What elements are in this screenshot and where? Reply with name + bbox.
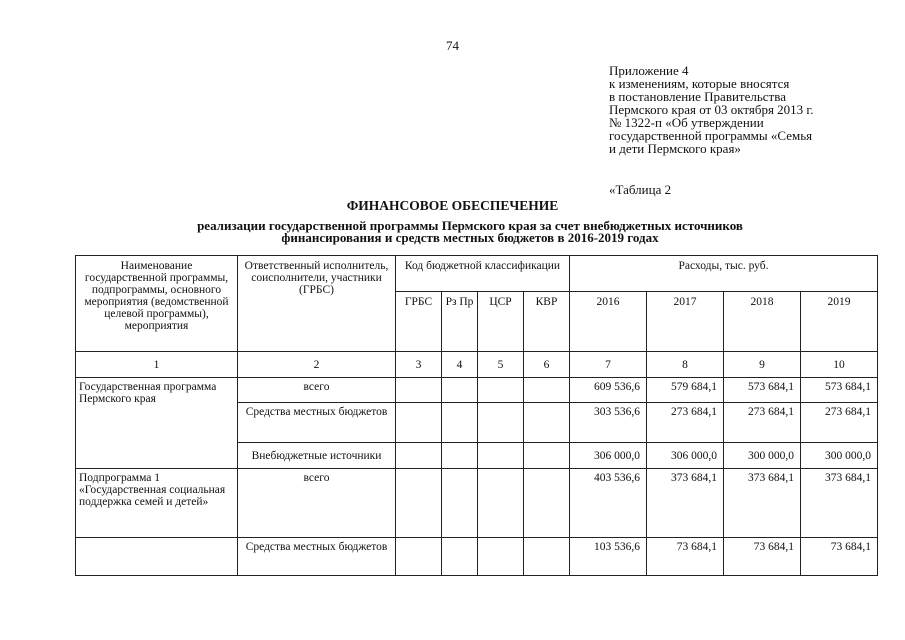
- column-number: 6: [524, 352, 570, 378]
- header-year: 2019: [801, 292, 878, 352]
- value-cell: 306 000,0: [647, 443, 724, 469]
- header-rzpr: Рз Пр: [442, 292, 478, 352]
- subprogram-name: Подпрограмма 1 «Государственная социальная поддержка семей и детей»: [76, 469, 238, 538]
- table-row: [76, 469, 878, 538]
- value-cell: 273 684,1: [724, 403, 801, 443]
- page-number: 74: [446, 38, 459, 53]
- value-cell: 373 684,1: [724, 469, 801, 538]
- value-cell: 73 684,1: [647, 538, 724, 576]
- header-executor: Ответственный исполнитель, соисполнители, участники (ГРБС): [238, 256, 396, 352]
- column-number: 5: [478, 352, 524, 378]
- value-cell: 73 684,1: [724, 538, 801, 576]
- appendix-line: государственной программы «Семья: [609, 128, 813, 143]
- table-label: «Таблица 2: [609, 182, 672, 197]
- value-cell: 300 000,0: [801, 443, 878, 469]
- executor-cell: Внебюджетные источники: [238, 443, 396, 469]
- program-name: Государственная программа Пермского края: [76, 378, 238, 469]
- column-number: 4: [442, 352, 478, 378]
- executor-cell: Средства местных бюджетов: [238, 538, 396, 576]
- document-title: ФИНАНСОВОЕ ОБЕСПЕЧЕНИЕ: [346, 198, 559, 213]
- value-cell: 609 536,6: [570, 378, 647, 403]
- value-cell: 373 684,1: [801, 469, 878, 538]
- column-number: 2: [238, 352, 396, 378]
- header-csr: ЦСР: [478, 292, 524, 352]
- value-cell: 403 536,6: [570, 469, 647, 538]
- value-cell: 300 000,0: [724, 443, 801, 469]
- header-expenses: Расходы, тыс. руб.: [570, 256, 878, 292]
- header-year: 2018: [724, 292, 801, 352]
- appendix-line: № 1322-п «Об утверждении: [609, 115, 764, 130]
- header-year: 2017: [647, 292, 724, 352]
- column-number: 9: [724, 352, 801, 378]
- executor-cell: Средства местных бюджетов: [238, 403, 396, 443]
- value-cell: 573 684,1: [801, 378, 878, 403]
- column-number: 8: [647, 352, 724, 378]
- column-number: 10: [801, 352, 878, 378]
- subprogram-name: [76, 538, 238, 576]
- value-cell: 306 000,0: [570, 443, 647, 469]
- column-number: 1: [76, 352, 238, 378]
- appendix-line: в постановление Правительства: [609, 89, 786, 104]
- financing-table: [75, 255, 878, 576]
- document-subtitle: [0, 220, 905, 244]
- value-cell: 103 536,6: [570, 538, 647, 576]
- appendix-line: к изменениям, которые вносятся: [609, 76, 790, 91]
- value-cell: 573 684,1: [724, 378, 801, 403]
- value-cell: 73 684,1: [801, 538, 878, 576]
- appendix-line: Пермского края от 03 октября 2013 г.: [609, 102, 814, 117]
- table-row: [76, 538, 878, 576]
- header-name: Наименование государственной программы, подпрограммы, основного мероприятия (ведомственной целевой программы), мероприятия: [76, 256, 238, 352]
- value-cell: 273 684,1: [801, 403, 878, 443]
- header-year: 2016: [570, 292, 647, 352]
- executor-cell: всего: [238, 378, 396, 403]
- value-cell: 273 684,1: [647, 403, 724, 443]
- appendix-line: Приложение 4: [609, 63, 689, 78]
- value-cell: 579 684,1: [647, 378, 724, 403]
- subtitle-line-2: финансирования и средств местных бюджетов в 2016-2019 годах: [281, 230, 659, 245]
- header-kvr: КВР: [524, 292, 570, 352]
- executor-cell: всего: [238, 469, 396, 538]
- value-cell: 303 536,6: [570, 403, 647, 443]
- column-number: 7: [570, 352, 647, 378]
- header-grbs: ГРБС: [396, 292, 442, 352]
- appendix-note: [609, 64, 869, 155]
- appendix-line: и дети Пермского края»: [609, 141, 741, 156]
- column-number: 3: [396, 352, 442, 378]
- subtitle-line-1: реализации государственной программы Пермского края за счет внебюджетных источников: [197, 218, 743, 233]
- table-row: [76, 378, 878, 403]
- value-cell: 373 684,1: [647, 469, 724, 538]
- header-budget-code: Код бюджетной классификации: [396, 256, 570, 292]
